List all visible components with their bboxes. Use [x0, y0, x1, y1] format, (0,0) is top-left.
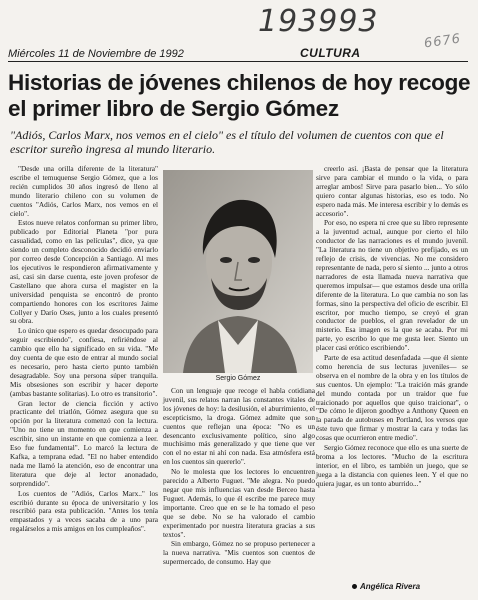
paragraph: Los cuentos de "Adiós, Carlos Marx.." los escribió durante su época de universitario y los rescribió para esta publicación. "Antes los tenía empastados y a veces sacaba de a uno para regalárselos a mis amigos en los cumpleaños".: [10, 488, 158, 534]
paragraph: Por eso, no espera ni cree que su libro represente a la juventud actual, aunque por cierto el hilo conductor de las narraciones es el mundo juvenil. "La literatura no tiene un objetivo prefijado, es un reflejo de crisis, de vivencias. No me considero representante de nada, pero sí siento ... junto a otros narradores de esta llamada nueva narrativa que queremos impulsar— que estamos desde una orilla diferente de la literatura. Lo que cambia no son las formas, sino la perspectiva del oficio de escribir. El escritor, por mucho tiempo, se creyó el gran conductor de pueblos, el gran revelador de un misterio. Esa imagen es la que se acaba. Por mi parte, yo escribo lo que me gusta leer. Siento un placer casi erótico escribiendo".: [316, 218, 468, 353]
publication-date: Miércoles 11 de Noviembre de 1992: [8, 48, 184, 60]
corner-number: 6676: [423, 31, 462, 52]
paragraph: "Desde una orilla diferente de la literatura" escribe el temuquense Sergio Gómez, que a los recién cumplidos 30 años ingresó de lleno al mundo literario chileno con su volumen de cuentos "Adiós, Carlos Marx, nos vemos en el cielo".: [10, 164, 158, 218]
photo-caption: Sergio Gómez: [215, 375, 261, 382]
section-label: CULTURA: [300, 46, 361, 60]
byline: [352, 582, 420, 591]
paragraph: creerlo así. ¡Basta de pensar que la literatura sirve para cambiar el mundo o la vida, o para arreglar ambos! Sirve para pasarlo bien... Yo sólo quiero contar algunas historias, eso es todo. No espero nada más. Me interesa escribir y lo demás es accesorio".: [316, 164, 468, 218]
bullet-dot-icon: [352, 584, 357, 589]
archive-number: 193993: [258, 4, 379, 39]
paragraph: Estos nueve relatos conforman su primer libro, publicado por Editorial Planeta "por pura casualidad, como en las películas", dice, ya que siendo un completo desconocido decidió enviarlo por correo desde Concepción a Santiago. Al mes los ejecutivos le respondieron afirmativamente y así, casi sin darse cuenta, este joven profesor de Castellano que ahora cursa el magister en la universidad penquista se encontró de pronto compartiendo honores con los escritores Jaime Collyer y Darío Oses, junto a los cuales presentó su obra.: [10, 218, 158, 326]
column-3: [316, 165, 468, 490]
headline: Historias de jóvenes chilenos de hoy recoge el primer libro de Sergio Gómez: [8, 70, 471, 121]
header-rule: [8, 61, 468, 62]
deck: "Adiós, Carlos Marx, nos vemos en el cielo" es el título del volumen de cuentos con que el escritor sureño ingresa al mundo literario.: [10, 128, 444, 156]
column-2: [163, 387, 315, 568]
paragraph: Sin embargo, Gómez no se propuso pertenecer a la nueva narrativa. "Mis cuentos son cuentos de supermercado, de consumo. Hay que: [163, 539, 315, 567]
portrait-icon: [163, 170, 313, 373]
portrait-photo: [163, 170, 313, 373]
paragraph: Parte de esa actitud desenfadada —que él siente como herencia de sus lecturas juveniles— se observa en el nombre de la obra y en los títulos de sus cuentos. Un ejemplo: "La traición más grande del mundo contada por un traidor que fue traicionado por aquellos que quiso traicionar", o "De cómo le dijeron goodbye a Anthony Queen en la parada de autobuses en Portland, los versos que éste tuvo que firmar y mostrar la cara y todas las cosas que ocurrieron entre medio".: [316, 353, 468, 443]
paragraph: Lo único que espero es quedar desocupado para seguir escribiendo", confiesa, refiriéndose al cambio que ello ha significado en su vida. "Me doy cuenta de que esto de entrar al mundo social es necesario, pero hasta cierto punto también desagradable. Soy una persona súper tranquila. Mis obsesiones son escribir y hacer deporte (ambas bastante solitarias). Lo otro es transitorio".: [10, 326, 158, 398]
paragraph: Gran lector de ciencia ficción y activo practicante del triatlón, Gómez asegura que su opción por la literatura comenzó con la lectura. "Uno no tiene un momento en que comienza a escribir, sino un instante en que comienza a leer. Eso fue fundamental". Lo marcó la lectura de Kafka, a temprana edad. "El no haber entendido nada me llamó la atención, eso de encontrar una literatura que deje al lector anonadado, sorprendido".: [10, 398, 158, 488]
byline-author: Angélica Rivera: [360, 582, 421, 591]
paragraph: Sergio Gómez reconoce que ello es una suerte de broma a los lectores. "Mucho de la escritura interior, en el libro, es también un juego, que se juega a la distancia con quienes leen. Y el que no quiera jugar, es un tonto aburrido...": [316, 443, 468, 488]
paragraph: Con un lenguaje que recoge el habla cotidiana juvenil, sus relatos narran las constantes vitales de los jóvenes de hoy: la desilusión, el aburrimiento, el escepticismo, la droga. Gómez admite que son cuentos que reflejan una época: "No es un desencanto exclusivamente político, sino algo muchísimo más generalizado y que tiene que ver con el no estar ni ahí con nada. Esa atmósfera está en los cuentos sin quererlo".: [163, 386, 315, 467]
paragraph: No le molesta que los lectores lo encuentren parecido a Alberto Fuguet. "Me alegra. No puedo negar que mis influencias van desde Berceo hasta Fuguet. Además, lo que él escribe me parece muy importante. Creo que en se le ha tomado el peso que se debe. No se ha valorado el cambio experimentado por nuestra literatura gracias a sus textos".: [163, 467, 315, 539]
column-1: [10, 165, 158, 535]
